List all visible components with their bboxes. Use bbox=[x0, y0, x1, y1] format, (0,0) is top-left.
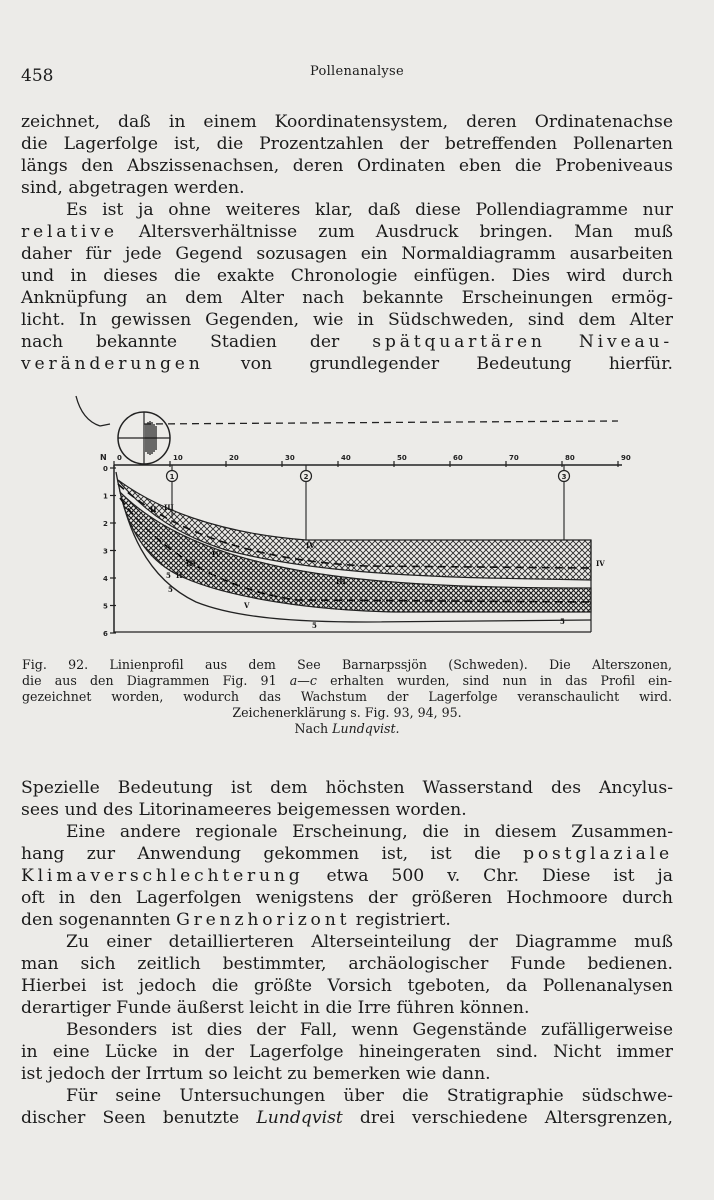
x-tick-label: 50 bbox=[397, 454, 407, 462]
text-line: Für seine Untersuchungen über die Stratigraphie südschwe- bbox=[66, 1086, 673, 1106]
spaced-term: spätquartären bbox=[372, 332, 546, 352]
x-tick-label: 70 bbox=[509, 454, 519, 462]
spaced-term: relative bbox=[21, 222, 118, 242]
text-line: Besonders ist dies der Fall, wenn Gegenstände zufälligerweise bbox=[66, 1020, 673, 1040]
text-line: ist jedoch der Irrtum so leicht zu bemerken wie dann. bbox=[21, 1064, 491, 1084]
x-tick-label: 40 bbox=[341, 454, 351, 462]
sample-marker-label: 2 bbox=[303, 473, 309, 481]
zone-label: IV bbox=[596, 559, 605, 568]
caption-line: gezeichnet worden, wodurch das Wachstum der Lagerfolge veranschaulicht wird. bbox=[22, 689, 672, 704]
spaced-term: Grenzhorizont bbox=[176, 910, 351, 930]
spaced-term: Klimaverschlechterung bbox=[21, 866, 304, 886]
bottom-paragraphs bbox=[21, 777, 673, 1129]
text-line: licht. In gewissen Gegenden, wie in Südschweden, sind dem Alter bbox=[21, 310, 673, 330]
figure-caption bbox=[22, 657, 672, 737]
y-tick-label: 4 bbox=[103, 575, 108, 583]
text-line: Es ist ja ohne weiteres klar, daß diese Pollendiagramme nur bbox=[66, 200, 673, 220]
caption-line: die aus den Diagrammen Fig. 91 a—c erhalten wurden, sind nun in das Profil ein- bbox=[22, 673, 672, 688]
zone-label: V bbox=[244, 601, 250, 610]
zone-label: III bbox=[336, 577, 346, 586]
page-number: 458 bbox=[21, 66, 54, 86]
zone-label: II bbox=[176, 571, 183, 580]
top-paragraphs bbox=[21, 111, 673, 375]
bracket-hook bbox=[100, 424, 110, 426]
base-label: 5 bbox=[166, 571, 171, 580]
base-label: 5 bbox=[312, 621, 317, 630]
text-line: man sich zeitlich bestimmter, archäologischer Funde bedienen. bbox=[21, 954, 673, 974]
y-tick-label: 6 bbox=[103, 630, 108, 638]
text-line: die Lagerfolge ist, die Prozentzahlen der betreffenden Pollenarten bbox=[21, 134, 673, 154]
line-profile-figure bbox=[66, 388, 636, 648]
caption-line: Zeichenerklärung s. Fig. 93, 94, 95. bbox=[232, 705, 462, 720]
caption-line: Fig. 92. Linienprofil aus dem See Barnarpssjön (Schweden). Die Alterszonen, bbox=[22, 657, 672, 672]
base-label: 5 bbox=[560, 617, 565, 626]
x-tick-label: 0 bbox=[117, 454, 122, 462]
bracket-symbol bbox=[76, 396, 100, 426]
water-level-line bbox=[144, 421, 618, 424]
zone-label: IV bbox=[306, 541, 315, 550]
text-line: hang zur Anwendung gekommen ist, ist die postglaziale bbox=[21, 844, 673, 864]
text-line: derartiger Funde äußerst leicht in die Irre führen können. bbox=[21, 998, 530, 1018]
text-line: Spezielle Bedeutung ist dem höchsten Wasserstand des Ancylus- bbox=[21, 778, 673, 798]
x-tick-label: 90 bbox=[621, 454, 631, 462]
text-line: sind, abgetragen werden. bbox=[21, 178, 245, 198]
x-tick-label: 30 bbox=[285, 454, 295, 462]
text-line: in eine Lücke in der Lagerfolge hineingeraten sind. Nicht immer bbox=[21, 1042, 673, 1062]
y-tick-label: 1 bbox=[103, 492, 108, 501]
x-tick-label: 20 bbox=[229, 454, 239, 462]
text-line: zeichnet, daß in einem Koordinatensystem, deren Ordinatenachse bbox=[21, 112, 673, 132]
text-line: längs den Abszissenachsen, deren Ordinaten eben die Probeniveaus bbox=[21, 156, 673, 176]
zone-label: II bbox=[150, 505, 157, 514]
text-line: Anknüpfung an dem Alter nach bekannte Erscheinungen ermög- bbox=[21, 288, 673, 308]
sampling-circle bbox=[118, 412, 170, 464]
x-tick-label: 10 bbox=[173, 454, 183, 462]
text-line: Zu einer detaillierteren Alterseinteilung der Diagramme muß bbox=[66, 932, 673, 952]
zone-label: IV bbox=[212, 550, 221, 559]
spaced-term: postglaziale bbox=[523, 844, 673, 864]
y-tick-label: 5 bbox=[103, 602, 108, 611]
text-line: den sogenannten Grenzhorizont registriert. bbox=[21, 910, 451, 930]
caption-line: Nach Lundqvist. bbox=[294, 721, 400, 736]
text-line: oft in den Lagerfolgen wenigstens der größeren Hochmoore durch bbox=[21, 888, 673, 908]
spaced-term: veränderungen bbox=[21, 354, 204, 374]
text-line: Klimaverschlechterung etwa 500 v. Chr. Diese ist ja bbox=[21, 866, 673, 886]
text-line: Hierbei ist jedoch die größte Vorsich tgeboten, da Pollenanalysen bbox=[21, 976, 673, 996]
zone-label: III bbox=[164, 503, 174, 512]
running-title: Pollenanalyse bbox=[309, 64, 405, 79]
x-axis-letter: N bbox=[100, 453, 107, 462]
text-line: veränderungen von grundlegender Bedeutung hierfür. bbox=[21, 354, 673, 374]
y-tick-label: 2 bbox=[103, 520, 108, 528]
x-tick-label: 80 bbox=[565, 454, 575, 462]
text-line: discher Seen benutzte Lundqvist drei verschiedene Altersgrenzen, bbox=[21, 1108, 673, 1128]
y-tick-label: 3 bbox=[103, 547, 108, 556]
spaced-term: Niveau- bbox=[578, 332, 673, 352]
text-line: nach bekannte Stadien der spätquartären Niveau- bbox=[21, 332, 673, 352]
sample-marker-label: 3 bbox=[561, 473, 567, 481]
author-name: Lundqvist bbox=[256, 1108, 343, 1128]
sample-marker-label: 1 bbox=[169, 473, 175, 481]
x-tick-label: 60 bbox=[453, 454, 463, 462]
y-tick-label: 0 bbox=[103, 465, 108, 473]
zone-label: III bbox=[186, 559, 196, 568]
base-label: 5 bbox=[168, 585, 173, 594]
text-line: relative Altersverhältnisse zum Ausdruck bringen. Man muß bbox=[21, 222, 673, 242]
text-line: Eine andere regionale Erscheinung, die in diesem Zusammen- bbox=[66, 822, 673, 842]
text-line: daher für jede Gegend sozusagen ein Normaldiagramm ausarbeiten bbox=[21, 244, 673, 264]
text-line: und in dieses die exakte Chronologie einfügen. Dies wird durch bbox=[21, 266, 673, 286]
text-line: sees und des Litorinameeres beigemessen worden. bbox=[21, 800, 467, 820]
